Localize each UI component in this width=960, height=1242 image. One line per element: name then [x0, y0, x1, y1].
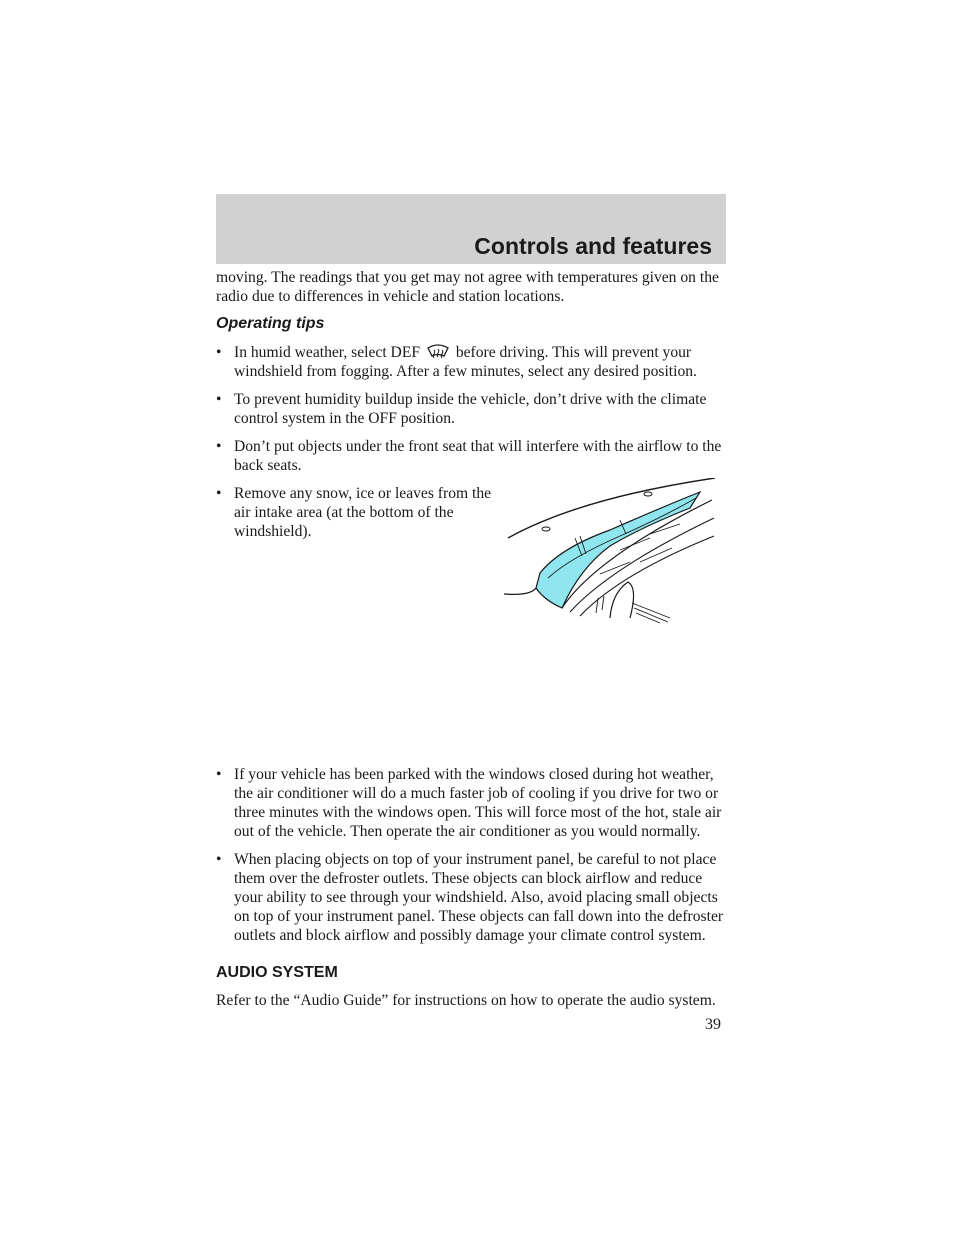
bullet: •: [216, 766, 222, 783]
list-item: [216, 765, 726, 841]
defrost-icon: [424, 343, 452, 361]
operating-tips-heading: Operating tips: [216, 315, 325, 332]
bullet: •: [216, 391, 222, 408]
tip-text: In humid weather, select DEF: [234, 344, 421, 361]
list-item: [216, 850, 726, 945]
bullet: •: [216, 344, 222, 361]
operating-tips-list: [216, 343, 726, 945]
intro-paragraph: moving. The readings that you get may not agree with temperatures given on the radio due to differences in vehicle and station locations.: [216, 269, 719, 305]
audio-system-heading: AUDIO SYSTEM: [216, 964, 338, 981]
section-header-band: [216, 194, 726, 264]
tip-text: When placing objects on top of your instrument panel, be careful to not place them over the defroster outlets. These objects can block airflow and reduce your ability to see through your windshield. Also, avoid placing small objects on top of your instrument panel. These objects can fall down into the defroster outlets and block airflow and possibly damage your climate control system.: [234, 851, 724, 944]
list-item: [216, 390, 726, 428]
section-title: Controls and features: [474, 233, 712, 259]
tip-text: Remove any snow, ice or leaves from the air intake area (at the bottom of the windshield).: [234, 485, 492, 540]
list-item: [216, 343, 726, 381]
air-intake-illustration: [500, 478, 724, 628]
page-number: 39: [705, 1016, 721, 1033]
bullet: •: [216, 485, 222, 502]
bullet: •: [216, 851, 222, 868]
tip-text: before driving. This will prevent your windshield from fogging. After a few minutes, select any desired position.: [234, 344, 697, 380]
tip-text: Don’t put objects under the front seat that will interfere with the airflow to the back seats.: [234, 438, 722, 474]
bullet: •: [216, 438, 222, 455]
audio-system-paragraph: Refer to the “Audio Guide” for instructions on how to operate the audio system.: [216, 992, 716, 1009]
list-item: [216, 437, 726, 475]
tip-text: If your vehicle has been parked with the windows closed during hot weather, the air conditioner will do a much faster job of cooling if you drive for two or three minutes with the windows open. This will force most of the hot, stale air out of the vehicle. Then operate the air conditioner as you would normally.: [234, 766, 722, 840]
tip-text: To prevent humidity buildup inside the vehicle, don’t drive with the climate control system in the OFF position.: [234, 391, 707, 427]
page-content: [216, 268, 726, 1010]
